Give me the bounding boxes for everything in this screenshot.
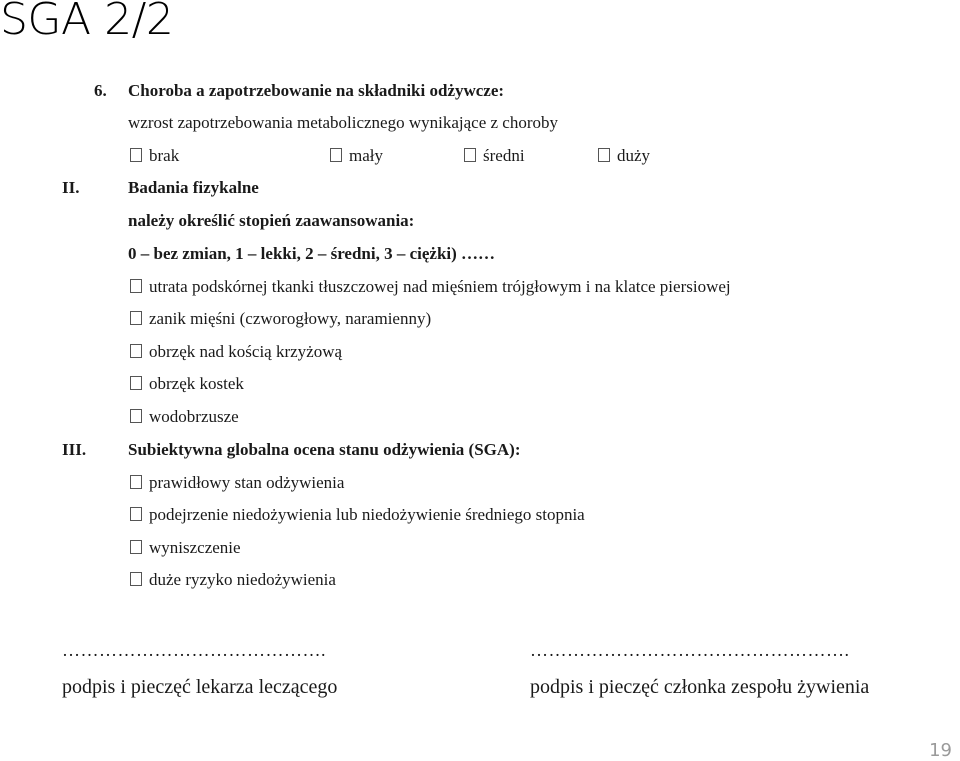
signature-line-right: ……………………………………………. [530,640,850,660]
option-label: mały [349,146,383,165]
sga-item-label: wyniszczenie [149,538,241,557]
checkbox-icon[interactable] [130,376,142,390]
checkbox-icon[interactable] [598,148,610,162]
exam-item-label: obrzęk nad kością krzyżową [149,342,343,361]
checkbox-icon[interactable] [130,572,142,586]
section-2-number: II. [62,178,80,197]
section-3-number: III. [62,440,87,459]
signature-label-right: podpis i pieczęć członka zespołu żywienia [530,676,870,698]
exam-item[interactable] [130,277,731,297]
section-6-subtitle: wzrost zapotrzebowania metabolicznego wynikające z choroby [128,113,559,132]
exam-item[interactable] [130,374,244,394]
signature-line-left: ……………………………………. [62,640,326,660]
section-2-instruction: należy określić stopień zaawansowania: [128,211,415,230]
checkbox-icon[interactable] [130,540,142,554]
sga-item-label: prawidłowy stan odżywienia [149,473,345,492]
page-number: 19 [929,740,952,761]
exam-item-label: utrata podskórnej tkanki tłuszczowej nad mięśniem trójgłowym i na klatce piersiowej [149,277,731,296]
exam-item-label: zanik mięśni (czworogłowy, naramienny) [149,309,432,328]
sga-item-label: duże ryzyko niedożywienia [149,570,336,589]
checkbox-icon[interactable] [464,148,476,162]
section-3-heading: Subiektywna globalna ocena stanu odżywienia (SGA): [128,440,521,459]
option-brak[interactable] [130,146,179,166]
exam-item-label: obrzęk kostek [149,374,244,393]
option-duzy[interactable] [598,146,650,166]
sga-item[interactable] [130,570,336,590]
option-label: średni [483,146,525,165]
section-2-scale: 0 – bez zmian, 1 – lekki, 2 – średni, 3 – ciężki) …… [128,244,496,263]
sga-item[interactable] [130,505,585,525]
sga-item-label: podejrzenie niedożywienia lub niedożywienie średniego stopnia [149,505,585,524]
section-6-number: 6. [94,81,107,100]
checkbox-icon[interactable] [130,311,142,325]
option-label: brak [149,146,180,165]
sga-item[interactable] [130,473,344,493]
exam-item[interactable] [130,407,239,427]
checkbox-icon[interactable] [330,148,342,162]
checkbox-icon[interactable] [130,344,142,358]
signature-label-left: podpis i pieczęć lekarza leczącego [62,676,338,698]
option-maly[interactable] [330,146,383,166]
section-6-heading: Choroba a zapotrzebowanie na składniki odżywcze: [128,81,505,100]
slide-title: SGA 2/2 [0,0,174,45]
checkbox-icon[interactable] [130,507,142,521]
sga-item[interactable] [130,538,241,558]
exam-item[interactable] [130,342,342,362]
section-2-heading: Badania fizykalne [128,178,259,197]
checkbox-icon[interactable] [130,475,142,489]
checkbox-icon[interactable] [130,148,142,162]
checkbox-icon[interactable] [130,409,142,423]
option-sredni[interactable] [464,146,525,166]
option-label: duży [617,146,651,165]
exam-item-label: wodobrzusze [149,407,239,426]
checkbox-icon[interactable] [130,279,142,293]
exam-item[interactable] [130,309,431,329]
